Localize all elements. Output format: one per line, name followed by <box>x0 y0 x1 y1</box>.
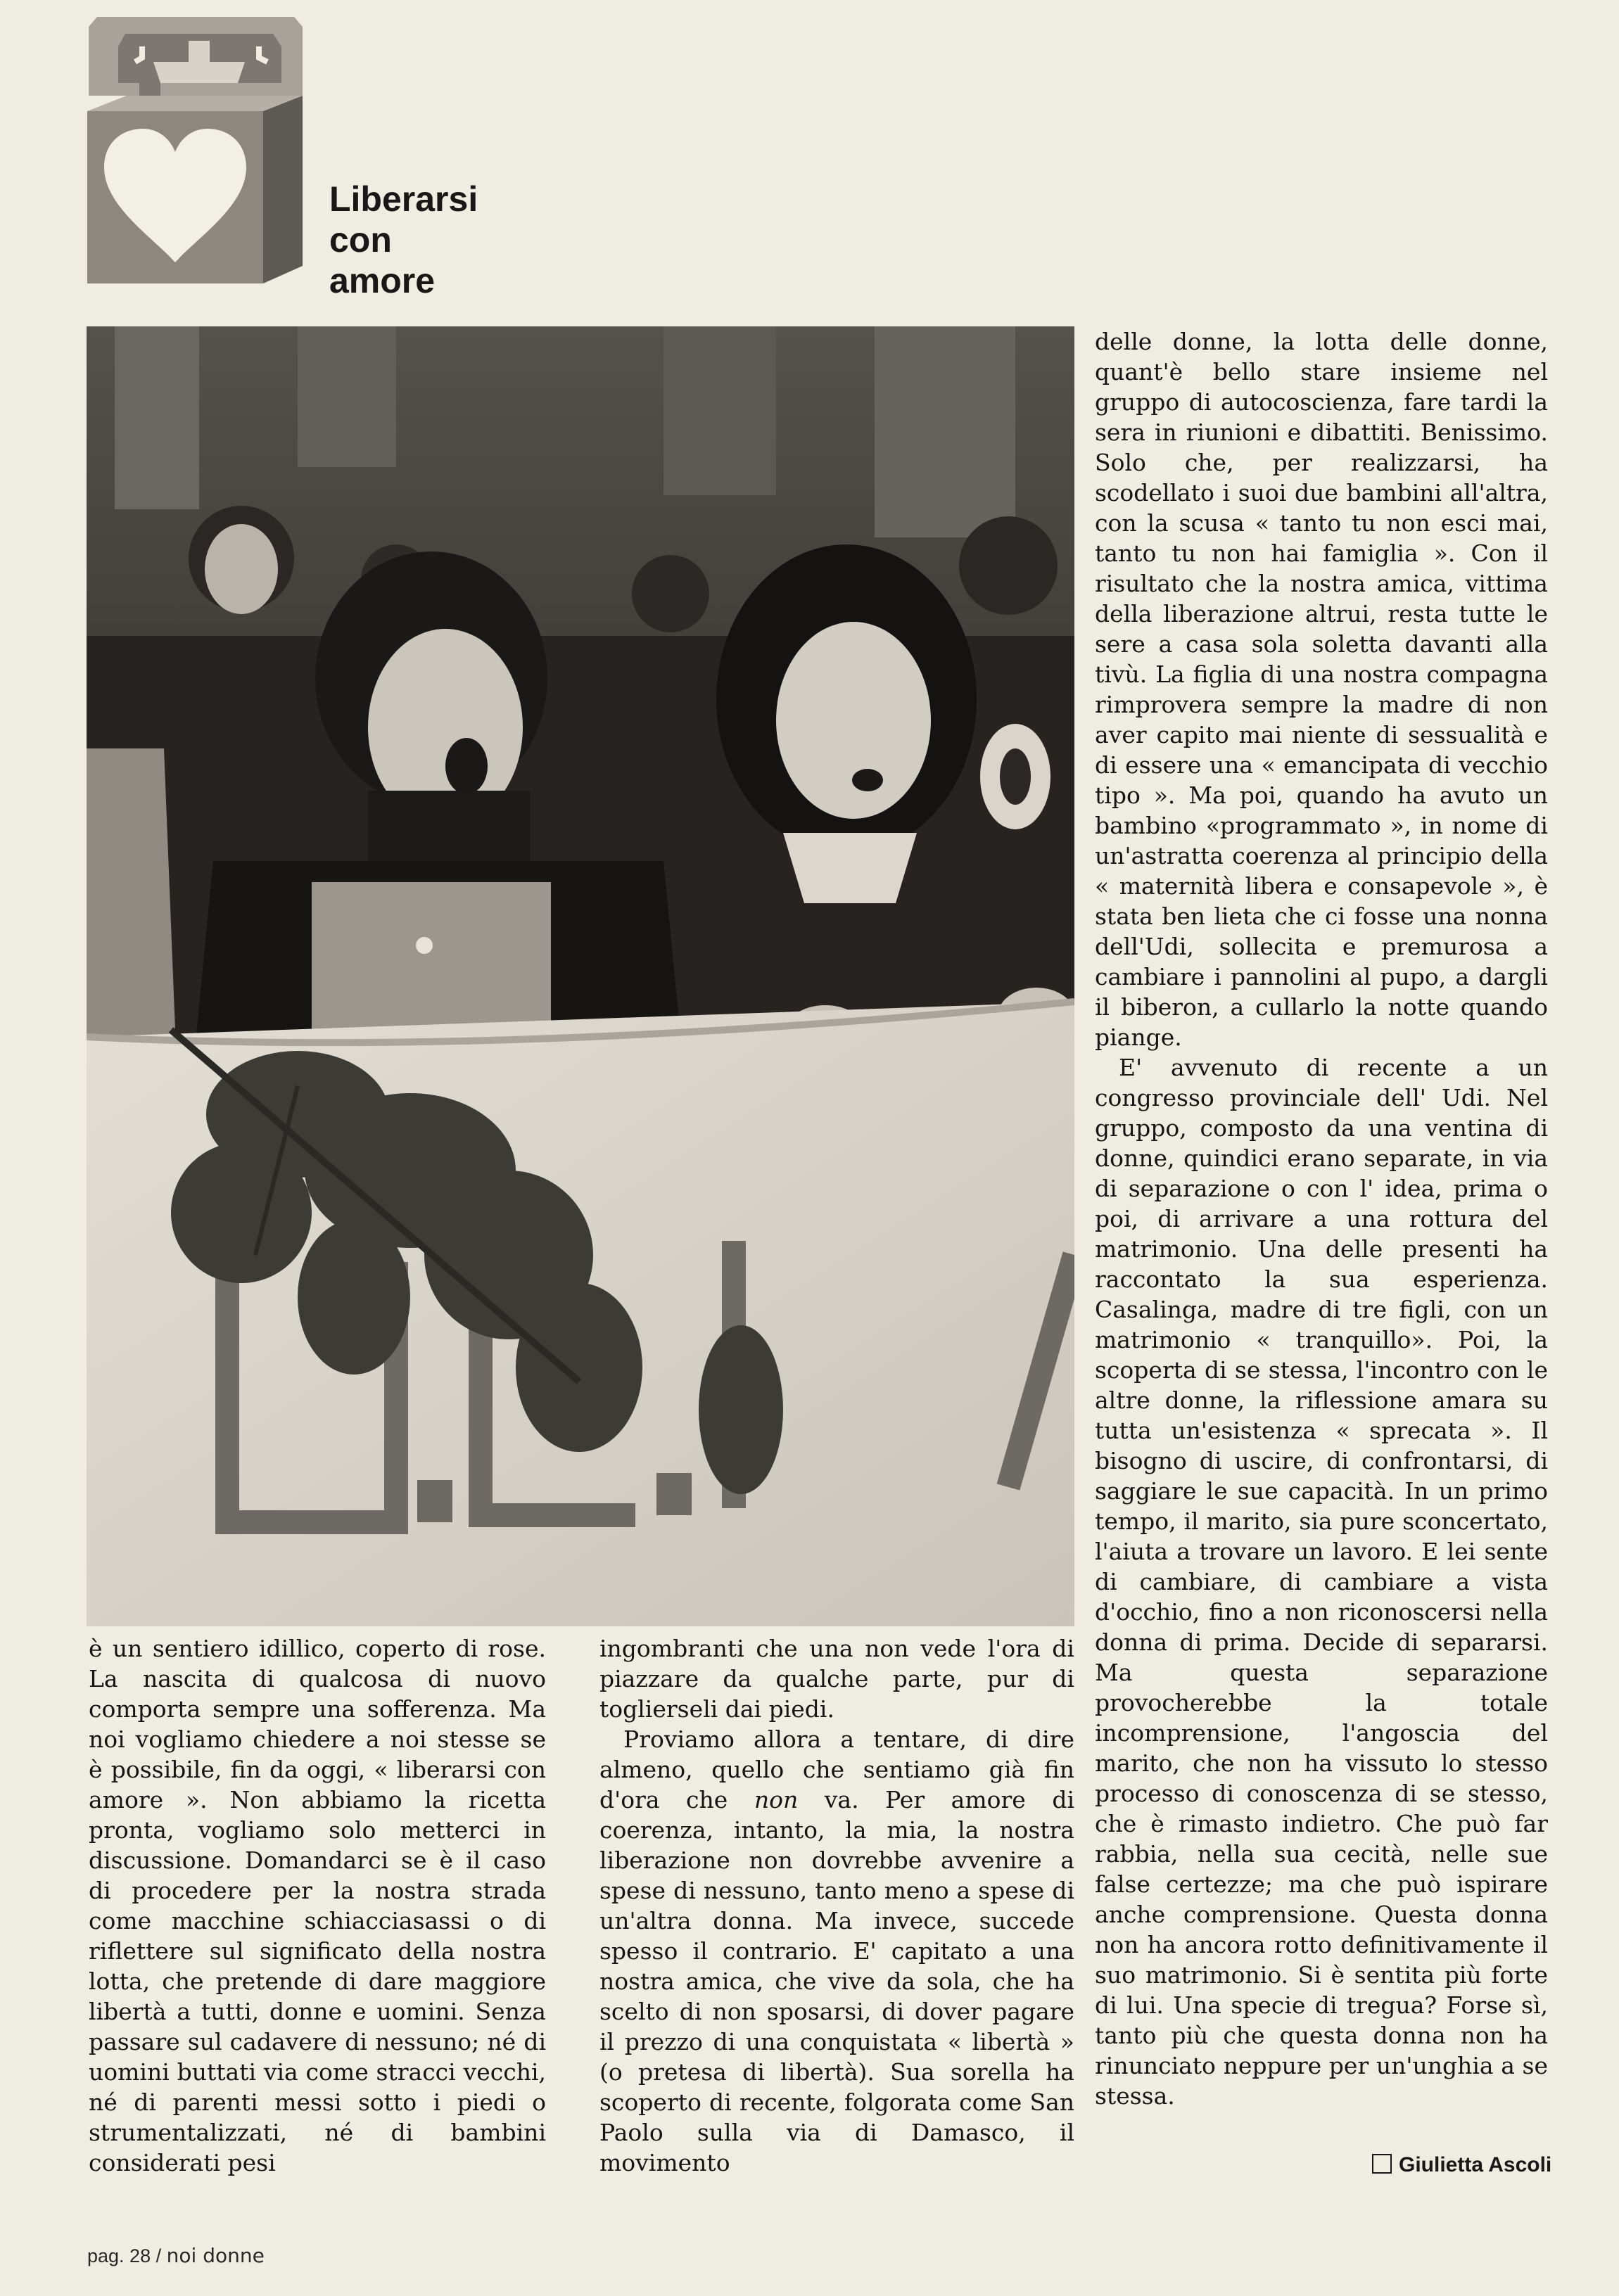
article-paragraph: ingombranti che una non vede l'ora di piazzare da qualche parte, pur di toglierseli dai piedi. <box>599 1635 1074 1723</box>
title-line: amore <box>329 261 436 300</box>
heart-box-icon <box>83 13 305 287</box>
article-paragraph: delle donne, la lotta delle donne, quant'è bello stare insieme nel gruppo di autocoscienza, fare tardi la sera in riunioni e dibattiti. Benissimo. Solo che, per realizzarsi, ha scodellato i suoi due bambini all'altra, con la scusa « tanto tu non esci mai, tanto tu non hai famiglia ». Con il risultato che la nostra amica, vittima della liberazione altrui, resta tutte le sere a casa sola soletta davanti alla tivù. La figlia di una nostra compagna rimprovera sempre la madre di non aver capito mai niente di sessualità e di essere una « emancipata di vecchio tipo ». Ma poi, quando ha avuto un bambino «programmato », in nome di un'astratta coerenza al principio della « maternità libera e consapevole », è stata ben lieta che ci fosse una nonna dell'Udi, sollecita e premurosa a cambiare i pannolini al pupo, a dargli il biberon, a cullarlo la notte quando piange. <box>1095 328 1548 1051</box>
title-line: Liberarsi <box>329 179 478 219</box>
logo-box-heart <box>83 13 305 287</box>
text-run: Proviamo allora a tentare, di dire almeno, quello che sentiamo già fin d'ora che <box>599 1726 1074 1813</box>
page-number: pag. 28 <box>87 2245 151 2266</box>
protest-photo-image <box>87 326 1074 1626</box>
article-paragraph: è un sentiero idillico, coperto di rose. La nascita di qualcosa di nuovo comporta sempre una sofferenza. Ma noi vogliamo chiedere a noi stesse se è possibile, fin da oggi, « liberarsi con amore ». Non abbiamo la ricetta pronta, vogliamo solo metterci in discussione. Domandarci se è il caso di procedere per la nostra strada come macchine schiacciasassi o di riflettere sul significato della nostra lotta, che pretende di dare maggiore libertà a tutti, donne e uomini. Senza passare sul cadavere di nessuno; né di uomini buttati via come stracci vecchi, né di parenti messi sotto i piedi o strumentalizzati, né di bambini considerati pesi <box>89 1635 546 2176</box>
title-line: con <box>329 220 392 260</box>
article-title <box>329 179 554 301</box>
article-paragraph: E' avvenuto di recente a un congresso provinciale dell' Udi. Nel gruppo, composto da una ventina di donne, quindici erano separate, in via di separazione o con l' idea, prima o poi, di arrivare a una rottura del matrimonio. Una delle presenti ha raccontato la sua esperienza. Casalinga, madre di tre figli, con un matrimonio « tranquillo». Poi, la scoperta di se stessa, l'incontro con le altre donne, la riflessione amara su tutta un'esistenza « sprecata ». Il bisogno di uscire, di confrontarsi, di saggiare le sue capacità. In un primo tempo, il marito, sia pure sconcertato, l'aiuta a trovare un lavoro. E lei sente di cambiare, di cambiare a vista d'occhio, fino a non riconoscersi nella donna di prima. Decide di separarsi. Ma questa separazione provocherebbe la totale incomprensione, l'angoscia del marito, che non ha vissuto lo stesso processo di conoscenza di se stesso, che è rimasto indietro. Che può far rabbia, nella sua cecità, nelle sue false certezze; ma che può ispirare anche comprensione. Questa donna non ha ancora rotto definitivamente il suo matrimonio. Si è sentita più forte di lui. Una specie di tregua? Forse sì, tanto più che questa donna non ha rinunciato neppure per un'unghia a se stessa. <box>1095 1054 1548 2110</box>
article-column-right <box>1095 326 1548 2111</box>
footer-separator: / <box>155 2245 162 2266</box>
page-footer <box>87 2244 265 2267</box>
protest-photo <box>87 326 1074 1626</box>
text-run: va. Per amore di coerenza, intanto, la mia, la nostra liberazione non dovrebbe avvenire a spese di nessuno, tanto meno a spese di un'altra donna. Ma invece, succede spesso il contrario. E' capitato a una nostra amica, che vive da sola, che ha scelto di non sposarsi, di dover pagare il prezzo di una conquistata « libertà » (o pretesa di libertà). Sua sorella ha scoperto di recente, folgorata come San Paolo sulla via di Damasco, il movimento <box>599 1786 1074 2176</box>
article-paragraph <box>599 1724 1074 2178</box>
end-square-icon <box>1372 2154 1392 2174</box>
author-signature <box>1372 2153 1552 2177</box>
magazine-name: noi donne <box>166 2244 265 2267</box>
article-column-middle <box>599 1633 1074 2178</box>
author-name: Giulietta Ascoli <box>1399 2153 1552 2176</box>
emphasis-text: non <box>754 1786 799 1813</box>
article-column-left <box>89 1633 546 2178</box>
